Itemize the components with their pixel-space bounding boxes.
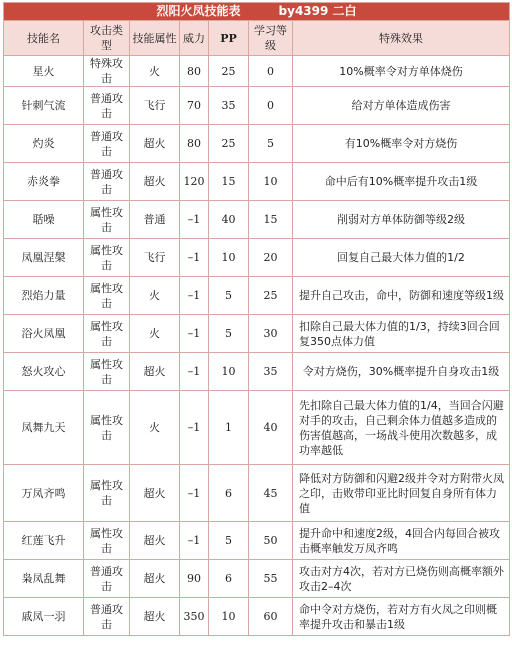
cell-effect: 扣除自己最大体力值的1/3，持续3回合回复350点体力值: [293, 315, 510, 353]
cell-kind: 属性攻击: [84, 315, 130, 353]
table-title-cell: [4, 3, 510, 21]
header-power: 威力: [180, 21, 209, 56]
cell-kind: 普通攻击: [84, 125, 130, 163]
cell-name: 针刺气流: [4, 87, 84, 125]
cell-effect: 攻击对方4次，若对方已烧伤则高概率额外攻击2–4次: [293, 560, 510, 598]
table-row: [4, 277, 510, 315]
cell-pp: 35: [209, 87, 249, 125]
table-row: [4, 465, 510, 522]
cell-name: 浴火凤凰: [4, 315, 84, 353]
header-pp: PP: [209, 21, 249, 56]
cell-name: 枭凤乱舞: [4, 560, 84, 598]
cell-effect: 削弱对方单体防御等级2级: [293, 201, 510, 239]
cell-kind: 特殊攻击: [84, 56, 130, 87]
cell-power: –1: [180, 391, 209, 465]
cell-kind: 普通攻击: [84, 87, 130, 125]
table-author: by4399 二白: [278, 4, 357, 18]
cell-name: 戚凤一羽: [4, 598, 84, 636]
cell-pp: 25: [209, 56, 249, 87]
cell-level: 0: [249, 87, 293, 125]
cell-effect: 先扣除自己最大体力值的1/4，当回合闪避对手的攻击，自己剩余体力值越多造成的伤害值越高，一场战斗使用次数越多，成功率越低: [293, 391, 510, 465]
table-row: [4, 353, 510, 391]
table-title: 烈阳火凤技能表: [156, 4, 241, 18]
cell-power: 350: [180, 598, 209, 636]
cell-name: 凤凰涅槃: [4, 239, 84, 277]
table-row: [4, 56, 510, 87]
cell-level: 55: [249, 560, 293, 598]
cell-power: –1: [180, 201, 209, 239]
header-level: 学习等级: [249, 21, 293, 56]
cell-power: 80: [180, 56, 209, 87]
header-attr: 技能属性: [130, 21, 180, 56]
cell-pp: 10: [209, 239, 249, 277]
cell-level: 10: [249, 163, 293, 201]
cell-level: 5: [249, 125, 293, 163]
cell-kind: 属性攻击: [84, 201, 130, 239]
cell-pp: 5: [209, 277, 249, 315]
cell-attr: 超火: [130, 163, 180, 201]
cell-level: 45: [249, 465, 293, 522]
cell-kind: 属性攻击: [84, 277, 130, 315]
cell-attr: 超火: [130, 465, 180, 522]
cell-attr: 超火: [130, 560, 180, 598]
table-row: [4, 560, 510, 598]
cell-power: 120: [180, 163, 209, 201]
table-row: [4, 315, 510, 353]
cell-name: 红莲飞升: [4, 522, 84, 560]
cell-pp: 6: [209, 465, 249, 522]
cell-kind: 普通攻击: [84, 598, 130, 636]
cell-pp: 5: [209, 522, 249, 560]
cell-effect: 命中令对方烧伤，若对方有火凤之印则概率提升攻击和暴击1级: [293, 598, 510, 636]
cell-power: –1: [180, 239, 209, 277]
cell-pp: 10: [209, 598, 249, 636]
cell-power: –1: [180, 522, 209, 560]
cell-effect: 提升命中和速度2级，4回合内每回合被攻击概率触发万凤齐鸣: [293, 522, 510, 560]
cell-attr: 火: [130, 391, 180, 465]
table-row: [4, 201, 510, 239]
table-row: [4, 87, 510, 125]
cell-pp: 15: [209, 163, 249, 201]
cell-name: 赤炎拳: [4, 163, 84, 201]
cell-level: 25: [249, 277, 293, 315]
table-row: [4, 391, 510, 465]
table-row: [4, 598, 510, 636]
cell-kind: 属性攻击: [84, 522, 130, 560]
cell-effect: 令对方烧伤，30%概率提升自身攻击1级: [293, 353, 510, 391]
header-effect: 特殊效果: [293, 21, 510, 56]
cell-level: 15: [249, 201, 293, 239]
cell-power: 90: [180, 560, 209, 598]
table-row: [4, 163, 510, 201]
table-row: [4, 125, 510, 163]
cell-effect: 命中后有10%概率提升攻击1级: [293, 163, 510, 201]
header-name: 技能名: [4, 21, 84, 56]
cell-name: 万凤齐鸣: [4, 465, 84, 522]
cell-kind: 属性攻击: [84, 353, 130, 391]
cell-kind: 普通攻击: [84, 560, 130, 598]
cell-attr: 火: [130, 56, 180, 87]
cell-attr: 飞行: [130, 87, 180, 125]
cell-level: 35: [249, 353, 293, 391]
cell-name: 烈焰力量: [4, 277, 84, 315]
cell-level: 0: [249, 56, 293, 87]
skill-table-container: [3, 2, 509, 636]
cell-kind: 属性攻击: [84, 239, 130, 277]
cell-attr: 超火: [130, 125, 180, 163]
table-title-row: [4, 3, 510, 21]
cell-attr: 超火: [130, 353, 180, 391]
cell-name: 星火: [4, 56, 84, 87]
table-row: [4, 239, 510, 277]
cell-level: 40: [249, 391, 293, 465]
cell-attr: 普通: [130, 201, 180, 239]
cell-power: 80: [180, 125, 209, 163]
cell-pp: 1: [209, 391, 249, 465]
cell-attr: 超火: [130, 522, 180, 560]
cell-level: 50: [249, 522, 293, 560]
cell-power: –1: [180, 353, 209, 391]
table-header-row: [4, 21, 510, 56]
cell-effect: 回复自己最大体力值的1/2: [293, 239, 510, 277]
cell-kind: 普通攻击: [84, 163, 130, 201]
cell-name: 凤舞九天: [4, 391, 84, 465]
cell-attr: 超火: [130, 598, 180, 636]
cell-attr: 飞行: [130, 239, 180, 277]
table-row: [4, 522, 510, 560]
cell-effect: 降低对方防御和闪避2级并令对方附带火凤之印，击败带印亚比时回复自身所有体力值: [293, 465, 510, 522]
cell-power: 70: [180, 87, 209, 125]
cell-effect: 提升自己攻击，命中，防御和速度等级1级: [293, 277, 510, 315]
cell-power: –1: [180, 465, 209, 522]
table-body: [4, 56, 510, 636]
cell-attr: 火: [130, 315, 180, 353]
cell-level: 30: [249, 315, 293, 353]
cell-level: 60: [249, 598, 293, 636]
cell-name: 灼炎: [4, 125, 84, 163]
skill-table: [3, 2, 510, 636]
cell-pp: 6: [209, 560, 249, 598]
cell-name: 怒火攻心: [4, 353, 84, 391]
cell-kind: 属性攻击: [84, 391, 130, 465]
cell-pp: 40: [209, 201, 249, 239]
cell-name: 聒噪: [4, 201, 84, 239]
cell-level: 20: [249, 239, 293, 277]
cell-power: –1: [180, 315, 209, 353]
header-kind: 攻击类型: [84, 21, 130, 56]
cell-effect: 给对方单体造成伤害: [293, 87, 510, 125]
cell-power: –1: [180, 277, 209, 315]
cell-kind: 属性攻击: [84, 465, 130, 522]
cell-pp: 10: [209, 353, 249, 391]
cell-effect: 有10%概率令对方烧伤: [293, 125, 510, 163]
cell-effect: 10%概率令对方单体烧伤: [293, 56, 510, 87]
cell-pp: 5: [209, 315, 249, 353]
cell-attr: 火: [130, 277, 180, 315]
cell-pp: 25: [209, 125, 249, 163]
